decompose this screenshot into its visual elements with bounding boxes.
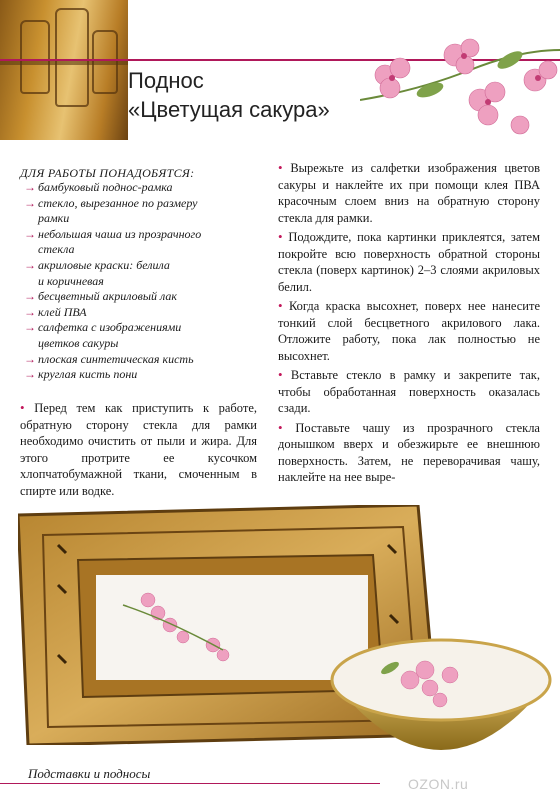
step-paragraph: • Подождите, пока картинки приклеятся, затем покройте всю поверхность обратной стороны стекла (поверх картинок) 2–3 слоями акриловых белил. (278, 229, 541, 294)
list-item: → стекло, вырезанное по размеру рамки (24, 195, 198, 226)
bullet-icon: • (278, 367, 291, 382)
intro-paragraph: • Перед тем как приступить к работе, обратную сторону стекла для рамки необходимо очистить от пыли и жира. Для этого протрите ее кусочком хлопчатобумажной ткани, смоченным в спирте или водке. (20, 400, 257, 498)
list-item: → клей ПВА (24, 304, 87, 319)
arrow-icon: → (24, 180, 36, 194)
ozon-watermark: OZON.ru (408, 776, 469, 792)
bullet-icon: • (278, 229, 289, 244)
list-item: → акриловые краски: белила и коричневая (24, 257, 170, 288)
arrow-icon: → (24, 195, 36, 210)
arrow-icon: → (24, 304, 36, 319)
list-item: → бамбуковый поднос-рамка (24, 180, 173, 194)
arrow-icon: → (24, 351, 36, 366)
arrow-icon: → (24, 257, 36, 272)
glass-bowl-photo (330, 630, 552, 780)
step-paragraph: • Поставьте чашу из прозрачного стекла донышком вверх и обезжирьте ее внешнюю поверхность. Затем, не переворачивая чашу, наклейте на нее выре- (278, 419, 540, 484)
list-item: → бесцветный акриловый лак (24, 289, 177, 304)
bullet-icon: • (278, 419, 296, 435)
materials-list (24, 180, 249, 383)
section-footer-label: Подставки и подносы (28, 766, 151, 781)
list-item: → плоская синтетическая кисть (24, 351, 194, 366)
step-paragraph: • Вставьте стекло в рамку и закрепите так, чтобы обработанная поверхность оказалась сзади. (278, 367, 540, 415)
bullet-icon: • (278, 160, 291, 175)
materials-heading: ДЛЯ РАБОТЫ ПОНАДОБЯТСЯ: (20, 166, 195, 180)
list-item: → салфетка с изображениями цветков сакуры (24, 320, 182, 350)
arrow-icon: → (24, 320, 36, 335)
bullet-icon: • (278, 298, 289, 313)
arrow-icon: → (24, 289, 36, 304)
arrow-icon: → (24, 367, 36, 382)
page-title: Поднос «Цветущая сакура» (128, 68, 330, 122)
sakura-blossom-illustration (360, 30, 560, 140)
instruction-steps (278, 160, 540, 489)
header-bottles-photo (0, 0, 128, 140)
arrow-icon: → (24, 226, 36, 241)
bullet-icon: • (20, 400, 35, 415)
step-paragraph: • Вырежьте из салфетки изображения цветов сакуры и наклейте их при помощи клея ПВА красочным слоем вниз на обратную сторону стекла для рамки. (278, 160, 540, 225)
list-item: → круглая кисть пони (24, 367, 138, 382)
step-paragraph: • Когда краска высохнет, поверх нее нанесите тонкий слой бесцветного акрилового лака. Отложите работу, пока лак полностью не высохнет. (278, 298, 540, 363)
list-item: → небольшая чаша из прозрачного стекла (24, 226, 202, 257)
footer-accent-line (0, 783, 380, 784)
